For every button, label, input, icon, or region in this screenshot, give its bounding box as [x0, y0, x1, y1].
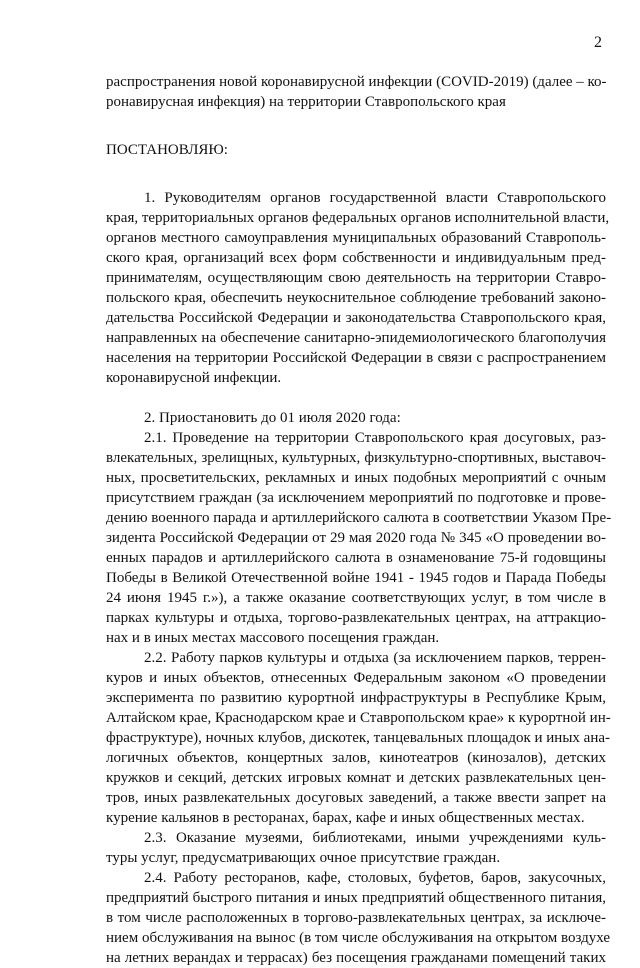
text-line: 24 июня 1945 г.»), а также оказание соответствующих услуг, в том числе в: [106, 590, 606, 606]
text-line: 2.1. Проведение на территории Ставропольского края досуговых, раз-: [144, 430, 606, 446]
text-line: курение кальянов в ресторанах, барах, кафе и иных общественных местах.: [106, 810, 585, 826]
text-line: принимателям, осуществляющим свою деятельность на территории Ставро-: [106, 270, 606, 286]
text-line: логичных объектов, концертных залов, кинотеатров (кинозалов), детских: [106, 750, 606, 766]
text-line: в том числе расположенных в торгово-развлекательных центрах, за исключе-: [106, 910, 606, 926]
paragraph-2-1: [106, 428, 612, 648]
text-line: 2. Приостановить до 01 июля 2020 года:: [144, 410, 401, 426]
text-line: нах и в иных местах массового посещения граждан.: [106, 630, 440, 646]
text-line: нием обслуживания на вынос (в том числе обслуживания на открытом воздухе: [106, 930, 611, 946]
text-line: 2.2. Работу парков культуры и отдыха (за исключением парков, террен-: [144, 650, 606, 666]
text-line: 2.4. Работу ресторанов, кафе, столовых, буфетов, баров, закусочных,: [144, 870, 606, 886]
text-line: предприятий быстрого питания и иных предприятий общественного питания,: [106, 890, 606, 906]
document-body: [106, 72, 612, 968]
text-line: енных парадов и артиллерийского салюта в ознаменование 75-й годовщины: [106, 550, 606, 566]
text-line: 1. Руководителям органов государственной власти Ставропольского: [144, 190, 606, 206]
text-line: куров и иных объектов, отнесенных Федеральным законом «О проведении: [106, 670, 606, 686]
text-line: туры услуг, предусматривающих очное присутствие граждан.: [106, 850, 501, 866]
text-line: Алтайском крае, Краснодарском крае и Ставропольском крае» к курортной ин-: [106, 710, 611, 726]
text-line: кружков и секций, детских игровых комнат и детских развлекательных цен-: [106, 770, 606, 786]
paragraph-2: [106, 408, 606, 428]
page-number: 2: [594, 34, 602, 51]
text-line: на летних верандах и террасах) без посещения гражданами помещений таких: [106, 950, 606, 966]
text-line: 2.3. Оказание музеями, библиотеками, иными учреждениями куль-: [144, 830, 606, 846]
text-line: польского края, обеспечить неукоснительное соблюдение требований законо-: [106, 290, 606, 306]
text-line: фраструктуре), ночных клубов, дискотек, танцевальных площадок и иных ана-: [106, 730, 611, 746]
text-line: эксперимента по развитию курортной инфраструктуры в Республике Крым,: [106, 690, 606, 706]
text-line: органов местного самоуправления муниципальных образований Ставрополь-: [106, 230, 606, 246]
text-line: присутствием граждан (за исключением мероприятий по подготовке и прове-: [106, 490, 606, 506]
text-line: ных, просветительских, рекламных и иных подобных мероприятий с очным: [106, 470, 606, 486]
text-line: края, территориальных органов федеральных органов исполнительной власти,: [106, 210, 610, 226]
text-line: зидента Российской Федерации от 29 мая 2020 года № 345 «О проведении во-: [106, 530, 606, 546]
text-line: ронавирусная инфекция) на территории Ставропольского края: [106, 94, 506, 110]
text-line: Победы в Великой Отечественной войне 1941 - 1945 годов и Парада Победы: [106, 570, 606, 586]
decree-heading: ПОСТАНОВЛЯЮ:: [106, 142, 228, 158]
text-line: дательства Российской Федерации и законодательства Ставропольского края,: [106, 310, 606, 326]
text-line: парках культуры и отдыха, торгово-развлекательных центрах, на аттракцио-: [106, 610, 606, 626]
text-line: населения на территории Российской Федерации в связи с распространением: [106, 350, 606, 366]
paragraph-2-2: [106, 648, 611, 828]
paragraph-2-3: [106, 828, 606, 868]
text-line: распространения новой коронавирусной инфекции (COVID-2019) (далее – ко-: [106, 74, 607, 90]
intro-paragraph: [106, 72, 606, 112]
text-line: направленных на обеспечение санитарно-эпидемиологического благополучия: [106, 330, 606, 346]
text-line: ского края, организаций всех форм собственности и индивидуальным пред-: [106, 250, 606, 266]
text-line: коронавирусной инфекции.: [106, 370, 282, 386]
paragraph-1: [106, 188, 610, 388]
text-line: влекательных, зрелищных, культурных, физкультурно-спортивных, выставоч-: [106, 450, 606, 466]
paragraph-2-4: [106, 868, 611, 968]
text-line: дению военного парада и артиллерийского салюта в соответствии Указом Пре-: [106, 510, 612, 526]
text-line: тров, иных развлекательных досуговых заведений, а также ввести запрет на: [106, 790, 606, 806]
